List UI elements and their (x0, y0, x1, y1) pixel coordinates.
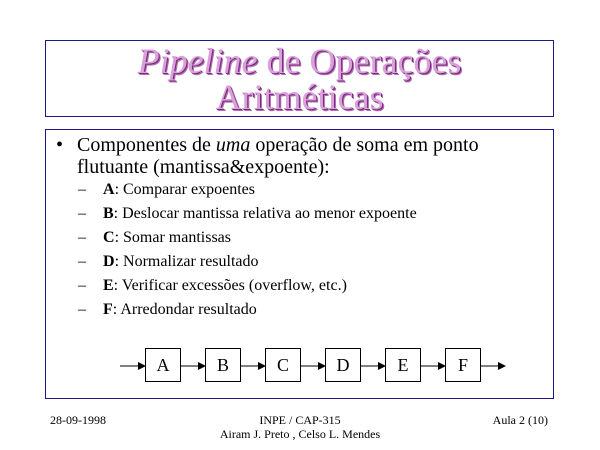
list-item (78, 274, 538, 298)
title-rest: de Operações (257, 41, 462, 81)
subitem-letter: B (103, 205, 114, 222)
footer-date: 28-09-1998 (50, 413, 106, 427)
dash: – (78, 181, 86, 198)
list-item (78, 178, 538, 202)
pipeline-stage-b: B (205, 348, 241, 382)
bullet-text-before: Componentes de (77, 134, 216, 156)
footer-course: INPE / CAP-315 (259, 413, 341, 427)
subitem-text: : Arredondar resultado (112, 301, 257, 318)
pipeline-stage-e: E (385, 348, 421, 382)
list-item (78, 298, 538, 322)
dash: – (78, 277, 86, 294)
slide-title-line-2: Aritméticas (215, 77, 384, 117)
subitem-letter: F (103, 301, 113, 318)
list-item (78, 250, 538, 274)
title-box (45, 40, 554, 117)
bullet-text-emphasis: uma (215, 134, 251, 156)
bullet-text (77, 134, 547, 178)
subitem-text: : Somar mantissas (114, 229, 231, 246)
list-item (78, 226, 538, 250)
pipeline-stage-a: A (145, 348, 181, 382)
subitem-list (78, 178, 538, 322)
pipeline-stage-c: C (265, 348, 301, 382)
title-italic-word: Pipeline (137, 41, 258, 81)
list-item (78, 202, 538, 226)
subitem-text: : Deslocar mantissa relativa ao menor expoente (113, 205, 417, 222)
dash: – (78, 253, 86, 270)
dash: – (78, 205, 86, 222)
pipeline-stage-f: F (445, 348, 481, 382)
slide-title-line-1 (46, 43, 553, 79)
subitem-letter: C (103, 229, 115, 246)
pipeline-stage-d: D (325, 348, 361, 382)
subitem-text: : Normalizar resultado (114, 253, 259, 270)
bullet-dot-icon: • (56, 134, 64, 156)
footer-authors: Airam J. Preto , Celso L. Mendes (219, 427, 381, 441)
bullet-text-after: operação de soma em ponto flutuante (mantissa&expoente): (77, 134, 479, 178)
subitem-letter: D (103, 253, 115, 270)
subitem-text: : Verificar excessões (overflow, etc.) (113, 277, 347, 294)
subitem-letter: A (103, 181, 115, 198)
subitem-text: : Comparar expoentes (114, 181, 255, 198)
footer-lecture-number: Aula 2 (10) (492, 413, 548, 427)
dash: – (78, 301, 86, 318)
subitem-letter: E (103, 277, 114, 294)
dash: – (78, 229, 86, 246)
